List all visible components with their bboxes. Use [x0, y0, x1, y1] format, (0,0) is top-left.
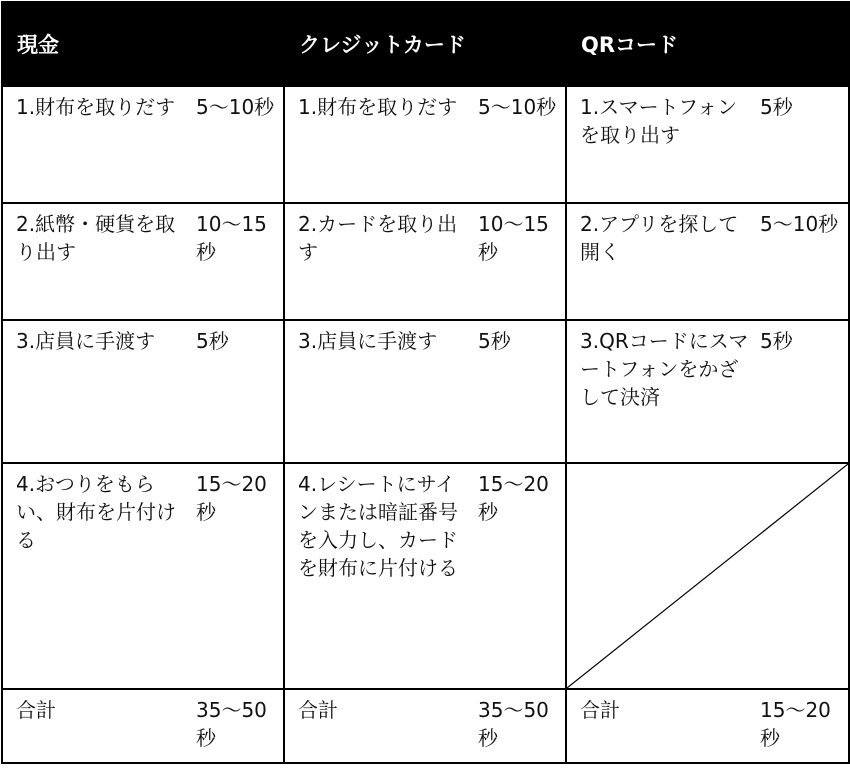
cash-step-3 [2, 320, 284, 463]
step-time: 5〜10秒 [196, 95, 275, 119]
table-row [2, 203, 849, 320]
step-text: 3.QRコードにスマートフォンをかざして決済 [580, 329, 749, 409]
total-row [2, 689, 849, 763]
card-step-2 [284, 203, 566, 320]
header-qr-code: QRコード [566, 2, 849, 86]
header-row [2, 2, 849, 86]
step-text: 2.カードを取り出す [298, 212, 458, 264]
step-time: 5秒 [196, 329, 229, 353]
payment-comparison-table [1, 1, 850, 764]
total-time: 35〜50秒 [478, 698, 549, 750]
total-label: 合計 [16, 698, 56, 722]
step-text: 2.アプリを探して開く [580, 212, 739, 264]
step-time: 5秒 [760, 329, 793, 353]
qr-total [566, 689, 849, 763]
table-row [2, 463, 849, 689]
step-text: 1.財布を取りだす [298, 95, 458, 119]
qr-step-3 [566, 320, 849, 463]
cash-step-1 [2, 86, 284, 203]
step-time: 15〜20秒 [478, 472, 549, 524]
total-time: 15〜20秒 [760, 698, 831, 750]
step-text: 3.店員に手渡す [298, 329, 438, 353]
total-label: 合計 [298, 698, 338, 722]
step-time: 5秒 [478, 329, 511, 353]
step-text: 3.店員に手渡す [16, 329, 156, 353]
step-time: 5〜10秒 [478, 95, 557, 119]
qr-step-2 [566, 203, 849, 320]
step-time: 15〜20秒 [196, 472, 267, 524]
total-label: 合計 [580, 698, 620, 722]
step-text: 4.おつりをもらい、財布を片付ける [16, 472, 176, 552]
card-step-1 [284, 86, 566, 203]
step-time: 5秒 [760, 95, 793, 119]
cash-step-2 [2, 203, 284, 320]
step-time: 10〜15秒 [478, 212, 549, 264]
step-text: 4.レシートにサインまたは暗証番号を入力し、カードを財布に片付ける [298, 472, 458, 580]
header-cash: 現金 [2, 2, 284, 86]
step-text: 1.スマートフォンを取り出す [580, 95, 738, 147]
cash-step-4 [2, 463, 284, 689]
header-credit-card: クレジットカード [284, 2, 566, 86]
card-step-3 [284, 320, 566, 463]
table-row [2, 86, 849, 203]
card-step-4 [284, 463, 566, 689]
cash-total [2, 689, 284, 763]
step-text: 1.財布を取りだす [16, 95, 176, 119]
diagonal-line [567, 464, 848, 688]
table-row [2, 320, 849, 463]
total-time: 35〜50秒 [196, 698, 267, 750]
qr-step-1 [566, 86, 849, 203]
step-time: 10〜15秒 [196, 212, 267, 264]
qr-empty-cell [566, 463, 849, 689]
step-text: 2.紙幣・硬貨を取り出す [16, 212, 176, 264]
card-total [284, 689, 566, 763]
step-time: 5〜10秒 [760, 212, 839, 236]
